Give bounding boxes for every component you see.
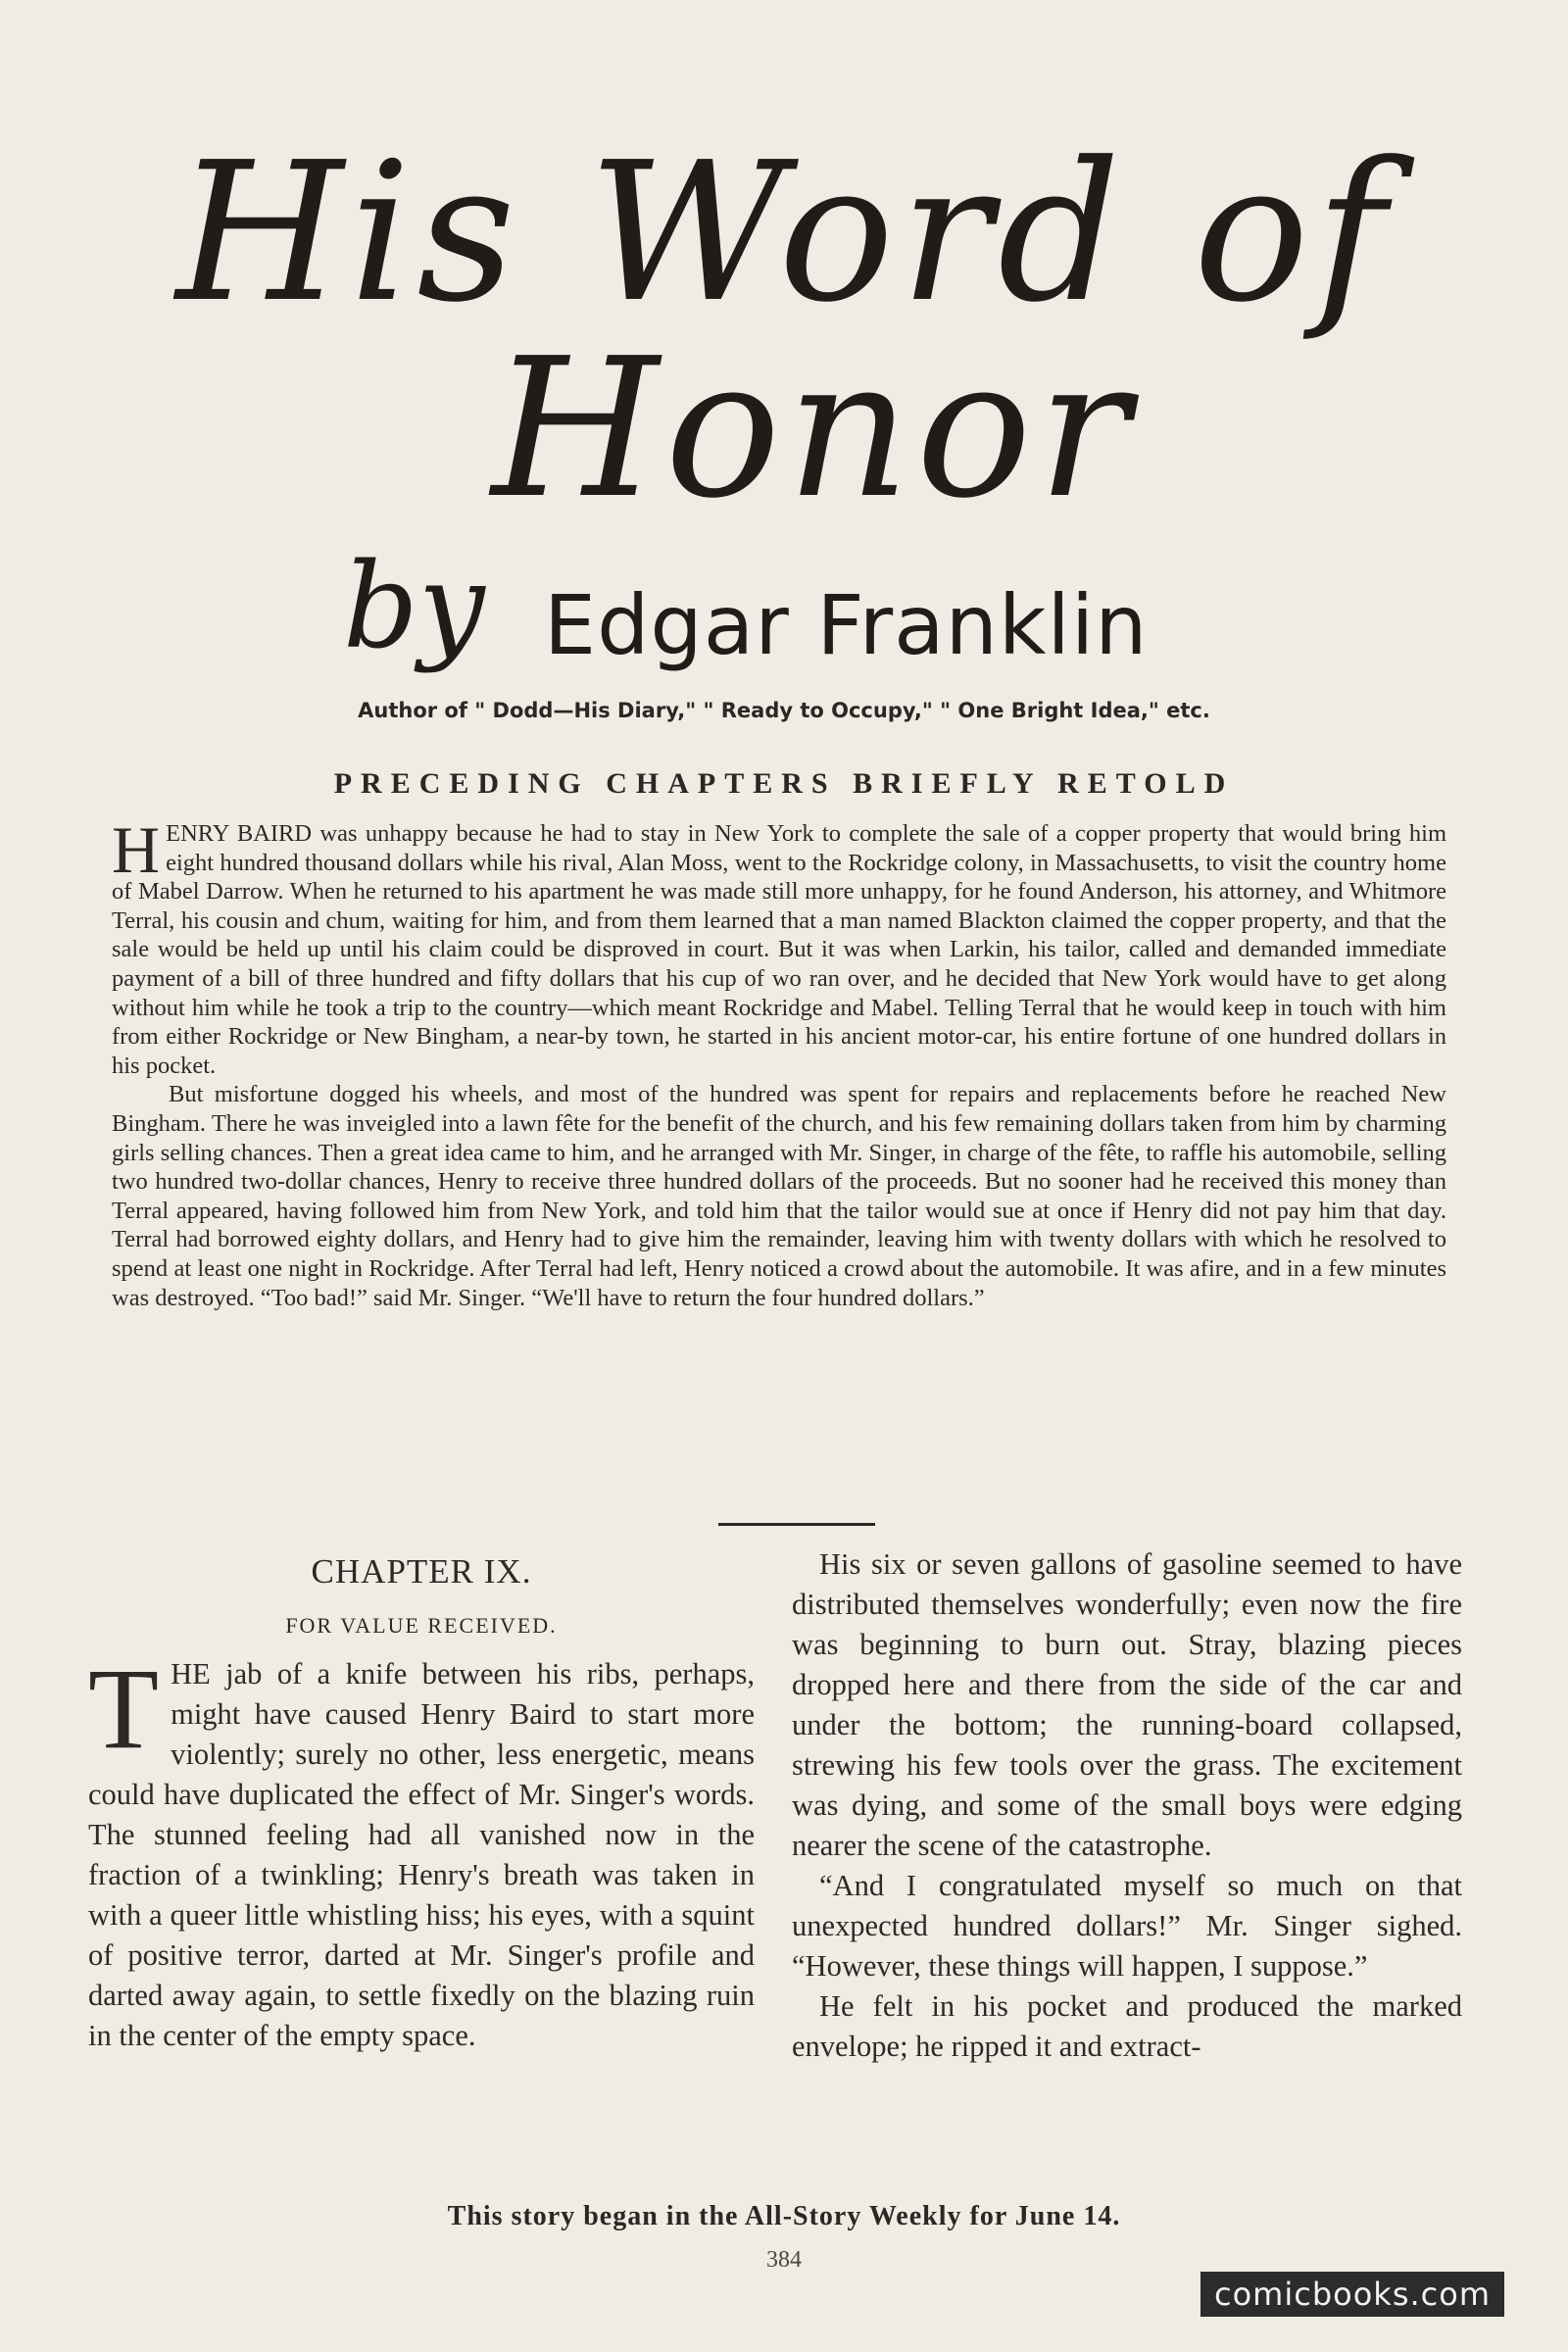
body-paragraph: He felt in his pocket and produced the marked envelope; he ripped it and extract- (792, 1989, 1462, 2063)
left-column (88, 1544, 755, 2056)
title-line-2: Honor (491, 318, 1136, 541)
section-divider (718, 1523, 875, 1526)
right-column-text (792, 1544, 1462, 2067)
by-word: by (343, 539, 485, 675)
page-number: 384 (766, 2247, 802, 2273)
retold-summary (112, 812, 1446, 1312)
body-paragraph: “And I congratulated myself so much on that unexpected hundred dollars!” Mr. Singer sighed. “However, these things will happen, I suppose.” (792, 1869, 1462, 1983)
retold-paragraph-2: But misfortune dogged his wheels, and most of the hundred was spent for repairs and replacements before he reached New Bingham. There he was inveigled into a lawn fête for the benefit of the church, and his few remaining dollars taken from him by charming girls selling chances. Then a great idea came to him, and he arranged with Mr. Singer, in charge of the fête, to raffle his automobile, selling two hundred two-dollar chances, Henry to receive three hundred dollars of the proceeds. But no sooner had he received this money than Terral appeared, having followed him from New York, and told him that the tailor would sue at once if Henry did not pay him that day. Terral had borrowed eighty dollars, and Henry had to give him the remainder, leaving him with twenty dollars with which he resolved to spend at least one night in Rockridge. After Terral had left, Henry noticed a crowd about the automobile. It was afire, and in a few minutes was destroyed. “Too bad!” said Mr. Singer. “We'll have to return the four hundred dollars.” (112, 1081, 1446, 1311)
title-line-1: His Word of (175, 122, 1393, 345)
retold-paragraph-1-text: ENRY BAIRD was unhappy because he had to stay in New York to complete the sale of a copper property that would bring him eight hundred thousand dollars while his rival, Alan Moss, went to the Rockridge colony, in Massachusetts, to visit the country home of Mabel Darrow. When he returned to his apartment he was made still more unhappy, for he found Anderson, his attorney, and Whitmore Terral, his cousin and chum, waiting for him, and from them learned that a man named Blackton claimed the copper property, and that the sale would be held up until his claim could be disproved in court. But it was when Larkin, his tailor, called and demanded immediate payment of a bill of three hundred and fifty dollars that his cup of wo ran over, and he decided that New York would have to get along without him while he took a trip to the country—which meant Rockridge and Mabel. Telling Terral that he would keep in touch with him from either Rockridge or New Bingham, a near-by town, he started in his ancient motor-car, his entire fortune of one hundred dollars in his pocket. (112, 820, 1446, 1079)
body-paragraph (88, 1644, 755, 2056)
watermark-logo: comicbooks.com (1200, 2272, 1504, 2317)
left-column-text (88, 1644, 755, 2056)
author-credits: Author of " Dodd—His Diary," " Ready to Occupy," " One Bright Idea," etc. (358, 699, 1210, 722)
retold-paragraph-1 (112, 812, 1446, 1080)
story-footnote: This story began in the All-Story Weekly for June 14. (447, 2201, 1121, 2231)
drop-cap: T (88, 1644, 160, 1773)
drop-cap: H (112, 812, 161, 887)
author-name: Edgar Franklin (544, 577, 1149, 673)
body-paragraph: His six or seven gallons of gasoline seemed to have distributed themselves wonderfully; even now the fire was beginning to burn out. Stray, blazing pieces dropped here and there from the side of the car and under the bottom; the running-board collapsed, strewing his few tools over the grass. The excitement was dying, and some of the small boys were edging nearer the scene of the catastrophe. (792, 1547, 1462, 1862)
right-column (792, 1544, 1462, 2067)
chapter-title: CHAPTER IX. (311, 1552, 532, 1591)
retold-heading: PRECEDING CHAPTERS BRIEFLY RETOLD (333, 767, 1235, 800)
chapter-subtitle: FOR VALUE RECEIVED. (285, 1613, 558, 1638)
body-paragraph-text: HE jab of a knife between his ribs, perhaps, might have caused Henry Baird to start more violently; surely no other, less energetic, means could have duplicated the effect of Mr. Singer's words. The stunned feeling had all vanished now in the fraction of a twinkling; Henry's breath was taken in with a queer little whistling hiss; his eyes, with a squint of positive terror, darted at Mr. Singer's profile and darted away again, to settle fixedly on the blazing ruin in the center of the empty space. (88, 1657, 755, 2052)
